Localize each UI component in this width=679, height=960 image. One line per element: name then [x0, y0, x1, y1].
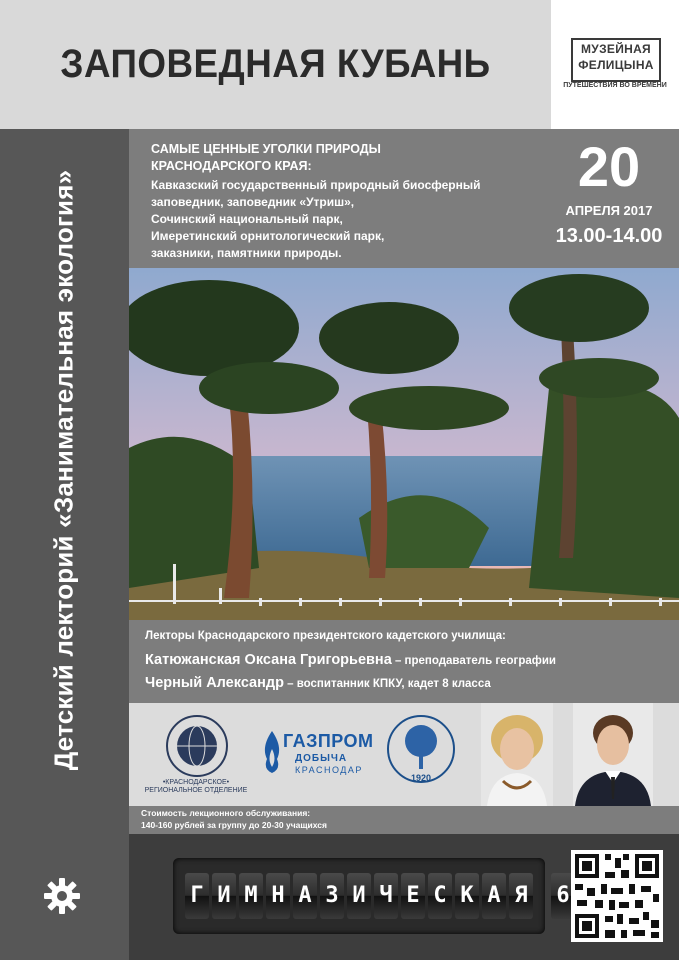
- landscape-photo: [129, 268, 679, 620]
- address-letter: М: [239, 873, 263, 919]
- places-list: [151, 177, 531, 262]
- address-letter: Я: [509, 873, 533, 919]
- address-letter: Г: [185, 873, 209, 919]
- place-line: Имеретинский орнитологический парк,: [151, 229, 385, 243]
- lecturers-intro: Лекторы Краснодарского президентского кадетского училища:: [145, 630, 506, 642]
- place-line: Сочинский национальный парк,: [151, 212, 343, 226]
- address-letter: А: [293, 873, 317, 919]
- address-digit: 6: [551, 873, 575, 919]
- lecturer-photo-teacher: [481, 703, 553, 806]
- logo-tagline: ПУТЕШЕСТВИЯ ВО ВРЕМЕНИ: [563, 82, 667, 89]
- subtitle-line1: САМЫЕ ЦЕННЫЕ УГОЛКИ ПРИРОДЫ: [151, 142, 381, 156]
- lecturer-row: [145, 652, 556, 668]
- date-month: АПРЕЛЯ 2017: [565, 203, 653, 218]
- partners-strip: [129, 703, 679, 806]
- rgo-caption-line2: РЕГИОНАЛЬНОЕ ОТДЕЛЕНИЕ: [144, 787, 248, 794]
- gazprom-region: КРАСНОДАР: [295, 765, 363, 775]
- address-letter: А: [482, 873, 506, 919]
- rgo-caption-line1: •КРАСНОДАРСКОЕ•: [162, 779, 230, 786]
- header-band: [0, 0, 551, 129]
- price-info: [129, 806, 679, 834]
- lecturer-photo-cadet: [573, 703, 653, 806]
- lecturer-role: – преподаватель географии: [391, 655, 556, 667]
- event-time: 13.00-14.00: [555, 225, 663, 247]
- address-letter: И: [212, 873, 236, 919]
- address-letter: С: [428, 873, 452, 919]
- address-letter: Н: [266, 873, 290, 919]
- gazprom-subtitle: ДОБЫЧА: [295, 753, 348, 764]
- lecturer-role: – воспитанник КПКУ, кадет 8 класса: [283, 678, 491, 690]
- place-line: заказники, памятники природы.: [151, 246, 342, 260]
- gear-icon: [42, 876, 82, 916]
- address-space: [536, 873, 548, 919]
- address-letter: К: [455, 873, 479, 919]
- address-letter: Е: [401, 873, 425, 919]
- place-line: Кавказский государственный природный биосферный: [151, 178, 481, 192]
- address-flaps: [185, 873, 602, 919]
- price-line1: Стоимость лекционного обслуживания:: [141, 808, 311, 818]
- rgo-caption: [141, 779, 251, 795]
- lecturers-section: [129, 620, 679, 703]
- subtitle: [151, 141, 531, 175]
- kubgu-year: 1920: [410, 773, 432, 783]
- gazprom-name: ГАЗПРОМ: [283, 731, 374, 751]
- logo-frame: [571, 38, 661, 82]
- logo-text-line2: ФЕЛИЦЫНА: [578, 58, 654, 72]
- rgo-emblem: [157, 713, 237, 779]
- place-line: заповедник, заповедник «Утриш»,: [151, 195, 355, 209]
- lecturer-row: [145, 675, 491, 691]
- footer: [129, 834, 679, 960]
- series-title: Детский лекторий «Занимательная экология»: [48, 169, 79, 771]
- lecturer-name: Черный Александр: [145, 675, 284, 691]
- qr-code[interactable]: [571, 850, 663, 942]
- flame-icon: [261, 729, 283, 775]
- logo-text-line1: МУЗЕЙНАЯ: [581, 42, 651, 56]
- address-board: [173, 858, 570, 934]
- page-title: ЗАПОВЕДНАЯ КУБАНЬ: [60, 42, 491, 86]
- price-line2: 140-160 рублей за группу до 20-30 учащихся: [141, 820, 327, 830]
- museum-logo: [551, 0, 679, 129]
- address-letter: З: [320, 873, 344, 919]
- address-letter: И: [347, 873, 371, 919]
- lecturer-name: Катюжанская Оксана Григорьевна: [145, 652, 392, 668]
- date-day: 20: [577, 135, 641, 198]
- subtitle-line2: КРАСНОДАРСКОГО КРАЯ:: [151, 159, 312, 173]
- event-info: [129, 129, 679, 268]
- address-letter: Ч: [374, 873, 398, 919]
